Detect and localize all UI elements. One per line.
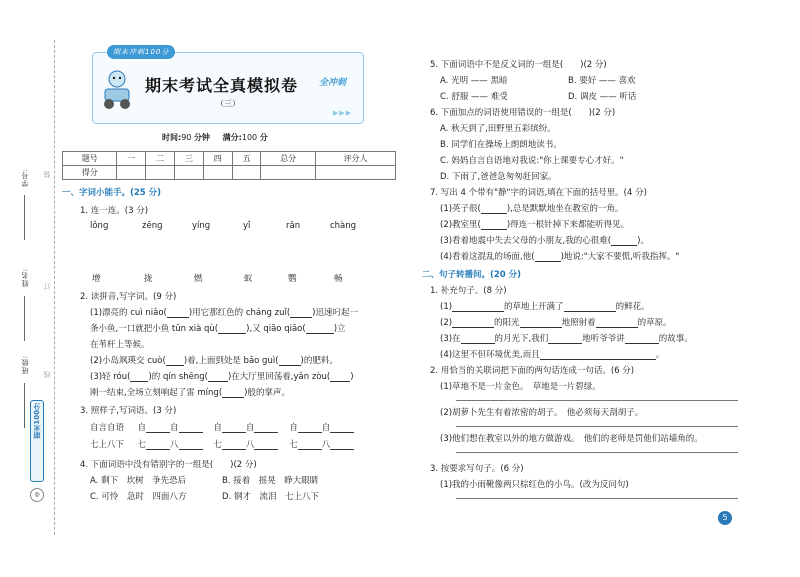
text: 的阳光: [494, 318, 520, 328]
score-cell[interactable]: [261, 166, 315, 180]
text: (3)看着地震中失去父母的小朋友,我的心很难(: [440, 236, 612, 246]
answer-blank[interactable]: [330, 424, 354, 433]
char-4: 蚁: [244, 274, 253, 284]
time-unit: 分钟: [193, 133, 210, 142]
text: (2): [440, 318, 453, 328]
score-cell[interactable]: [203, 166, 232, 180]
score-table-row: [63, 166, 396, 180]
text: ): [350, 372, 354, 382]
name-line: [24, 296, 25, 341]
text: )在大厅里回荡着,yǎn zòu(: [227, 372, 331, 382]
text: (3)轻 róu(: [90, 372, 131, 382]
text: 的草地上开满了: [504, 302, 564, 312]
q7-item-3: [440, 234, 649, 246]
answer-blank[interactable]: [596, 319, 638, 328]
class-label: 班级:: [21, 355, 29, 375]
text: ),总是默默地坐在教室的一角。: [506, 204, 624, 214]
text: )。: [637, 236, 649, 246]
q3-row-2: [90, 438, 354, 450]
student-id-label: 学号:: [21, 168, 29, 188]
answer-blank[interactable]: [208, 373, 228, 382]
answer-blank[interactable]: [146, 424, 170, 433]
char-6: 畅: [334, 274, 343, 284]
word-char: 八: [321, 440, 331, 450]
answer-blank[interactable]: [540, 351, 656, 360]
q5-option-b[interactable]: B. 要好 —— 喜欢: [568, 76, 636, 86]
text: 的故事。: [658, 334, 693, 344]
s1-item-4: [440, 348, 664, 360]
section-1-heading: 一、字词小能手。(25 分): [62, 188, 162, 198]
q6-prompt: 6. 下面加点的词语使用错误的一组是( )(2 分): [430, 108, 616, 118]
header-cell: 四: [203, 152, 232, 166]
word-char: 七: [213, 440, 222, 450]
pinyin-5: rǎn: [286, 221, 301, 231]
text: 条小鱼,一口就把小鱼 tūn xià qù(: [90, 324, 219, 334]
q2-line-5: [90, 370, 354, 382]
text: (4)这里不但环境优美,而且: [440, 350, 540, 360]
q5-option-c[interactable]: C. 舒服 —— 难受: [440, 92, 508, 102]
text: (1): [440, 302, 453, 312]
char-3: 燃: [194, 274, 203, 284]
text: 。: [655, 350, 665, 360]
header-cell: 题号: [63, 152, 117, 166]
answer-blank[interactable]: [452, 303, 504, 312]
name-label: 姓名:: [21, 268, 29, 288]
s3-item-1: (1)我的小雨靴像两只棕红色的小鸟。(改为反问句): [440, 480, 629, 490]
word-char: 八: [245, 440, 255, 450]
q4-option-d[interactable]: D. 钢才 流泪 七上八下: [222, 492, 319, 502]
answer-line[interactable]: [456, 426, 738, 427]
text: 的月光下,我们: [494, 334, 549, 344]
answer-line[interactable]: [456, 452, 738, 453]
text: (2)教室里(: [440, 220, 481, 230]
word-char: 自: [321, 423, 331, 433]
score-value: 100: [241, 133, 258, 142]
pinyin-3: yínɡ: [192, 221, 211, 231]
pinyin-6: chànɡ: [330, 221, 357, 231]
answer-blank[interactable]: [481, 221, 507, 230]
q2-line-4: [90, 354, 338, 366]
pinyin-2: zēnɡ: [142, 221, 163, 231]
cut-line: [54, 40, 55, 535]
answer-blank[interactable]: [520, 319, 562, 328]
answer-blank[interactable]: [222, 389, 244, 398]
time-value: 90: [181, 133, 192, 142]
q6-option-b[interactable]: B. 同学们在操场上朗朗地读书。: [440, 140, 562, 150]
q6-option-a[interactable]: A. 秋天到了,田野里五彩缤纷。: [440, 124, 556, 134]
q7-item-1: [440, 202, 623, 214]
banner-badge: 全冲刺: [319, 78, 347, 88]
header-cell: 二: [146, 152, 175, 166]
char-2: 拢: [144, 274, 153, 284]
text: )般的掌声。: [244, 388, 290, 398]
title-banner: [92, 48, 364, 124]
q6-option-c[interactable]: C. 妈妈自言自语地对我说:"你上课要专心才好。": [440, 156, 624, 166]
score-table: [62, 151, 396, 180]
text: )的肥料。: [300, 356, 338, 366]
answer-line[interactable]: [456, 498, 738, 499]
score-label: 满分:: [222, 133, 242, 142]
brand-text: 期末100分: [33, 403, 41, 439]
text: (1)英子很(: [440, 204, 481, 214]
text: (3)在: [440, 334, 461, 344]
cut-mark-3: 线: [43, 370, 51, 378]
answer-blank[interactable]: [167, 309, 189, 318]
answer-blank[interactable]: [548, 335, 582, 344]
score-cell[interactable]: [315, 166, 395, 180]
q3-row-1: [90, 421, 354, 433]
time-label: 时间:: [162, 133, 182, 142]
answer-blank[interactable]: [481, 205, 507, 214]
banner-ribbon: 期末冲刺100分: [107, 45, 175, 59]
binding-margin: [0, 0, 50, 577]
example-word: 自言自语: [90, 423, 125, 433]
q5-option-d[interactable]: D. 调皮 —— 听话: [568, 92, 637, 102]
header-cell: 评分人: [315, 152, 395, 166]
cut-mark-2: 订: [43, 282, 51, 290]
q4-option-b[interactable]: B. 接着 摇晃 睁大眼睛: [222, 476, 319, 486]
answer-blank[interactable]: [179, 441, 203, 450]
score-cell[interactable]: [146, 166, 175, 180]
text: (1)漂亮的 cuì niǎo(: [90, 308, 167, 318]
text: )地说:"大家不要慌,听我指挥。": [560, 252, 680, 262]
brand-stamp: [30, 400, 44, 482]
answer-blank[interactable]: [222, 424, 246, 433]
word-char: 七: [289, 440, 298, 450]
answer-blank[interactable]: [254, 424, 278, 433]
answer-blank[interactable]: [330, 373, 350, 382]
q2-line-2: [90, 322, 346, 334]
answer-blank[interactable]: [279, 357, 301, 366]
s2-prompt: 2. 用恰当的关联词把下面的两句话连成一句话。(6 分): [430, 366, 635, 376]
row-label: 得分: [63, 166, 117, 180]
answer-blank[interactable]: [306, 325, 334, 334]
s3-prompt: 3. 按要求写句子。(6 分): [430, 464, 524, 474]
text: 地照射着: [561, 318, 596, 328]
text: )用它那红色的 chánɡ zuǐ(: [188, 308, 291, 318]
answer-blank[interactable]: [330, 441, 354, 450]
answer-blank[interactable]: [130, 373, 148, 382]
word-char: 七: [137, 440, 147, 450]
char-1: 增: [92, 274, 101, 284]
pinyin-1: lǒnɡ: [90, 221, 109, 231]
s2-item-1: (1)草地不是一片金色。 草地是一片碧绿。: [440, 382, 601, 392]
text: 刚一结束,全场立刻响起了雷 mínɡ(: [90, 388, 223, 398]
text: )的 qín shēnɡ(: [148, 372, 208, 382]
q2-line-3: 在苇杆上等候。: [90, 340, 150, 350]
text: )立: [333, 324, 346, 334]
text: )迅速叼起一: [312, 308, 358, 318]
text: (2)小岛飒瑛交 cuò(: [90, 356, 166, 366]
answer-blank[interactable]: [179, 424, 203, 433]
example-word: 七上八下: [90, 440, 125, 450]
q5-prompt: 5. 下面词语中不是反义词的一组是( )(2 分): [430, 60, 607, 70]
answer-blank[interactable]: [222, 441, 246, 450]
answer-blank[interactable]: [166, 357, 184, 366]
answer-blank[interactable]: [625, 335, 659, 344]
text: 地听爷爷讲: [582, 334, 625, 344]
page-number: 5: [718, 511, 732, 525]
char-5: 鹦: [288, 274, 297, 284]
score-cell[interactable]: [175, 166, 204, 180]
word-char: 自: [289, 423, 298, 433]
score-table-header: [63, 152, 396, 166]
text: 的鲜花。: [615, 302, 650, 312]
header-cell: 一: [117, 152, 146, 166]
s2-item-3: (3)他们想在教室以外的地方做游戏。 他们的老师是罚他们站墙角的。: [440, 434, 703, 444]
header-cell: 总分: [261, 152, 315, 166]
q2-prompt: 2. 读拼音,写字词。(9 分): [80, 292, 177, 302]
q7-item-2: [440, 218, 629, 230]
header-cell: 三: [175, 152, 204, 166]
answer-blank[interactable]: [611, 237, 637, 246]
answer-blank[interactable]: [290, 309, 312, 318]
score-cell[interactable]: [232, 166, 261, 180]
q1-prompt: 1. 连一连。(3 分): [80, 206, 149, 216]
answer-blank[interactable]: [564, 303, 616, 312]
s1-item-3: [440, 332, 693, 344]
header-cell: 五: [232, 152, 261, 166]
answer-blank[interactable]: [461, 335, 495, 344]
score-unit: 分: [259, 133, 268, 142]
answer-line[interactable]: [456, 400, 738, 401]
s1-item-2: [440, 316, 672, 328]
q7-prompt: 7. 写出 4 个带有"静"字的词语,填在下面的括号里。(4 分): [430, 188, 647, 198]
word-char: 自: [137, 423, 147, 433]
text: )着,上面到处是 bǎo ɡuì(: [183, 356, 279, 366]
answer-blank[interactable]: [254, 441, 278, 450]
word-char: 自: [213, 423, 222, 433]
exam-subtitle: （三）: [216, 99, 240, 108]
student-id-line: [24, 195, 25, 240]
answer-blank[interactable]: [535, 253, 561, 262]
class-line: [24, 383, 25, 428]
q3-prompt: 3. 照样子,写词语。(3 分): [80, 406, 177, 416]
answer-blank[interactable]: [298, 424, 322, 433]
s1-item-1: [440, 300, 650, 312]
exam-title: 期末考试全真模拟卷: [145, 76, 299, 95]
q4-option-c[interactable]: C. 可怜 急时 四面八方: [90, 492, 187, 502]
arrows-icon: ▶▶▶: [333, 109, 353, 117]
corner-circle-icon: ◎: [30, 488, 44, 502]
pinyin-4: yǐ: [243, 221, 251, 231]
text: 的草原。: [637, 318, 672, 328]
s1-prompt: 1. 补充句子。(8 分): [430, 286, 507, 296]
text: ),又 qiāo qiāo(: [246, 324, 306, 334]
answer-blank[interactable]: [218, 325, 246, 334]
answer-blank[interactable]: [298, 441, 322, 450]
q7-item-4: [440, 250, 679, 262]
answer-blank[interactable]: [146, 441, 170, 450]
section-2-heading: 二、句子转播间。(20 分): [422, 270, 522, 280]
word-char: 八: [170, 440, 179, 450]
q2-line-1: [90, 306, 358, 318]
q4-option-a[interactable]: A. 剩下 坎树 争先恐后: [90, 476, 187, 486]
answer-blank[interactable]: [452, 319, 494, 328]
word-char: 自: [170, 423, 179, 433]
s2-item-2: (2)胡萝卜先生有着浓密的胡子。 他必须每天刮胡子。: [440, 408, 644, 418]
q2-line-6: [90, 386, 290, 398]
time-info: [162, 132, 268, 143]
score-cell[interactable]: [117, 166, 146, 180]
q6-option-d[interactable]: D. 下雨了,爸爸急匆匆赶回家。: [440, 172, 557, 182]
q4-prompt: 4. 下面词语中没有错别字的一组是( )(2 分): [80, 460, 257, 470]
cut-mark-1: 装: [43, 170, 51, 178]
word-char: 自: [245, 423, 255, 433]
text: (4)看着这混乱的场面,他(: [440, 252, 535, 262]
q5-option-a[interactable]: A. 光明 —— 黑暗: [440, 76, 508, 86]
text: )得连一根针掉下来都能听得见。: [506, 220, 630, 230]
